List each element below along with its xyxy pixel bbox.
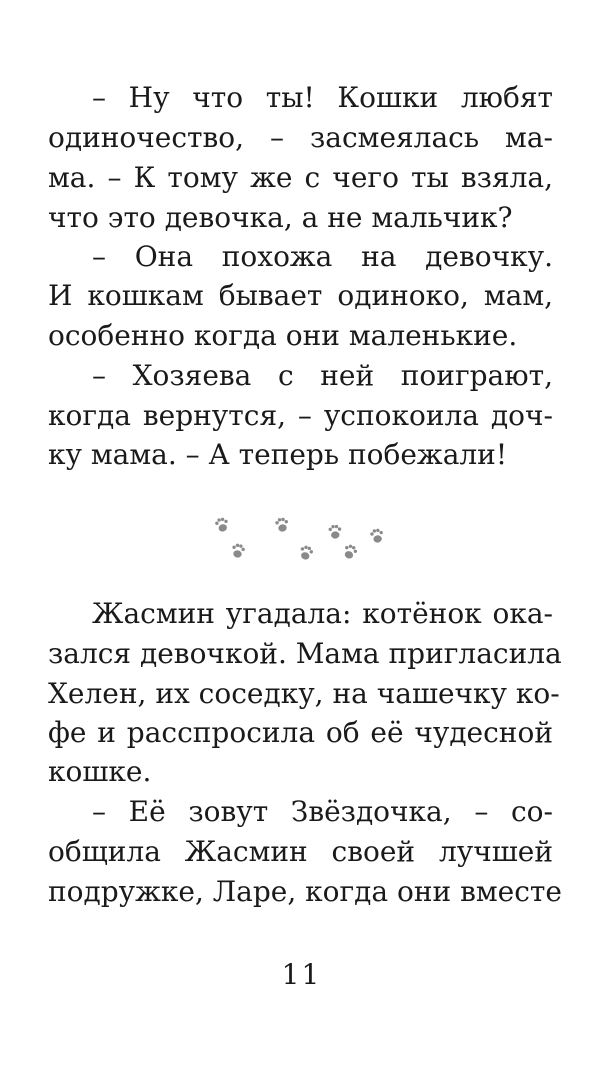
text-line: когда вернутся, – успокоила доч- (48, 399, 553, 432)
text-line: Жасмин угадала: котёнок ока- (92, 597, 553, 630)
text-line: ма. – К тому же с чего ты взяла, (48, 161, 553, 194)
text-line: общила Жасмин своей лучшей (48, 835, 553, 868)
text-line: И кошкам бывает одиноко, мам, (48, 279, 553, 312)
text-line: одиночество, – засмеялась ма- (48, 121, 553, 154)
paw-print (342, 543, 359, 560)
paw-print (231, 543, 246, 559)
paw-print (214, 516, 230, 533)
text-line: кошке. (48, 755, 152, 788)
paw-prints-icon (200, 508, 400, 568)
page-number: 11 (281, 958, 322, 991)
text-line: – Ну что ты! Кошки любят (92, 81, 553, 114)
text-line: Хелен, их соседку, на чашечку ко- (48, 677, 560, 710)
text-line: ку мама. – А теперь побежали! (48, 438, 508, 471)
text-line: подружке, Ларе, когда они вместе (48, 875, 562, 908)
paw-print (328, 524, 342, 539)
text-line: зался девочкой. Мама пригласила (48, 637, 562, 670)
text-line: что это девочка, а не мальчик? (48, 201, 513, 234)
text-line: фе и расспросила об её чудесной (48, 716, 553, 749)
text-line: – Её зовут Звёздочка, – со- (92, 795, 553, 828)
paw-print (369, 528, 384, 544)
paw-print (298, 544, 314, 561)
text-line: – Она похожа на девочку. (92, 240, 553, 273)
paw-print (275, 517, 290, 533)
text-line: – Хозяева с ней поиграют, (92, 359, 553, 392)
text-line: особенно когда они маленькие. (48, 319, 518, 352)
